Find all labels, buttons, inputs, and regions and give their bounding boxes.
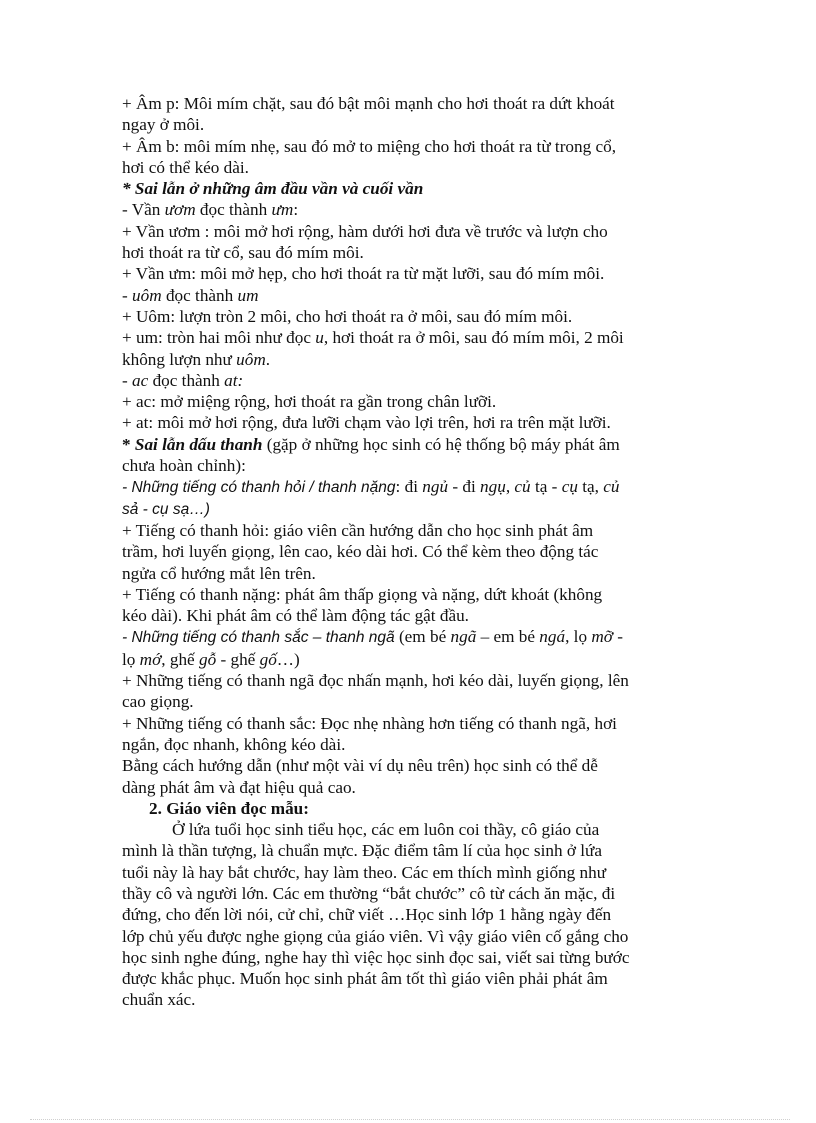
- text-run: đọc thành: [161, 285, 238, 305]
- italic-run: ngá: [539, 627, 566, 647]
- text-line: lớp chủ yếu được nghe giọng của giáo viên. Vì vậy giáo viên cố gắng cho: [122, 926, 629, 946]
- italic-run: u: [315, 328, 324, 348]
- section-heading: 2. Giáo viên đọc mẫu:: [149, 798, 309, 818]
- text-run: :: [293, 200, 299, 220]
- text-run: …): [276, 649, 300, 669]
- italic-run: - Những tiếng có thanh sắc – thanh ngã: [122, 629, 395, 647]
- text-line: được khắc phục. Muốn học sinh phát âm tốt thì giáo viên phải phát âm: [122, 969, 608, 989]
- italic-run: - Những tiếng có thanh hỏi / thanh nặng: [122, 479, 396, 497]
- text-run: không lượn như: [122, 349, 237, 369]
- text-line: + Uôm: lượn tròn 2 môi, cho hơi thoát ra ở môi, sau đó mím môi.: [122, 306, 573, 326]
- text-line: chuẩn xác.: [122, 990, 196, 1010]
- text-run: ,: [505, 477, 515, 497]
- italic-run: ac: [132, 370, 149, 390]
- text-line: đứng, cho đến lời nói, cử chỉ, chữ viết …Học sinh lớp 1 hằng ngày đến: [122, 905, 612, 925]
- text-line: ngay ở môi.: [122, 115, 205, 135]
- italic-run: củ: [514, 477, 531, 497]
- text-run: lọ: [122, 649, 140, 669]
- text-line: kéo dài). Khi phát âm có thể làm động tác gật đầu.: [122, 606, 469, 626]
- text-run: – em bé: [476, 627, 540, 647]
- italic-run: um: [237, 285, 259, 305]
- text-line: [122, 370, 708, 391]
- italic-run: mỡ: [591, 627, 613, 647]
- text-run: : đi: [395, 477, 423, 497]
- text-line: thầy cô và người lớn. Các em thường “bắt chước” cô từ cách ăn mặc, đi: [122, 883, 616, 903]
- text-line: + at: môi mở hơi rộng, đưa lưỡi chạm vào lợi trên, hơi ra trên mặt lưỡi.: [122, 413, 611, 433]
- text-line: ngắn, đọc nhanh, không kéo dài.: [122, 734, 346, 754]
- text-line: mình là thần tượng, là chuẩn mực. Đặc điểm tâm lí của học sinh ở lứa: [122, 841, 602, 861]
- text-run: - Vần: [122, 200, 165, 220]
- text-run: đọc thành: [195, 200, 272, 220]
- italic-run: gố: [259, 649, 277, 669]
- text-run: tạ -: [530, 477, 562, 497]
- text-line: + ac: mở miệng rộng, hơi thoát ra gần trong chân lưỡi.: [122, 392, 497, 412]
- text-line: [122, 649, 708, 670]
- text-line: [122, 285, 708, 306]
- text-line: hơi có thể kéo dài.: [122, 157, 249, 177]
- text-run: , ghế: [161, 649, 199, 669]
- text-line: tuổi này là hay bắt chước, hay làm theo. Các em thích mình giống như: [122, 862, 607, 882]
- text-run: -: [122, 370, 133, 390]
- text-line: [122, 626, 708, 648]
- italic-run: ngủ: [422, 477, 449, 497]
- italic-run: mớ: [139, 649, 162, 669]
- text-run: (gặp ở những học sinh có hệ thống bộ máy phát âm: [262, 434, 620, 454]
- italic-run: cụ: [561, 477, 578, 497]
- text-line: [122, 434, 708, 455]
- text-line: cao giọng.: [122, 692, 194, 712]
- text-line: + Tiếng có thanh nặng: phát âm thấp giọng và nặng, dứt khoát (không: [122, 584, 603, 604]
- bold-italic-run: Sai lẫn dấu thanh: [134, 434, 263, 454]
- text-line: + Vần ươm : môi mở hơi rộng, hàm dưới hơi đưa về trước và lượn cho: [122, 221, 608, 241]
- text-run: đọc thành: [148, 370, 225, 390]
- text-line: + Tiếng có thanh hỏi: giáo viên cần hướng dẫn cho học sinh phát âm: [122, 520, 594, 540]
- text-line: Ở lứa tuổi học sinh tiểu học, các em luôn coi thầy, cô giáo của: [172, 820, 600, 840]
- text-line: [122, 327, 708, 348]
- text-line: hơi thoát ra từ cổ, sau đó mím môi.: [122, 243, 364, 263]
- text-run: tạ,: [577, 477, 604, 497]
- text-run: + um: tròn hai môi như đọc: [122, 328, 316, 348]
- text-line: + Những tiếng có thanh sắc: Đọc nhẹ nhàng hơn tiếng có thanh ngã, hơi: [122, 713, 617, 733]
- text-line: + Vần ưm: môi mở hẹp, cho hơi thoát ra từ mặt lưỡi, sau đó mím môi.: [122, 264, 605, 284]
- italic-run: củ: [603, 477, 620, 497]
- italic-run: at:: [224, 370, 244, 390]
- text-run: -: [612, 627, 623, 647]
- text-line: ngửa cổ hướng mắt lên trên.: [122, 563, 316, 583]
- text-run: .: [265, 349, 271, 369]
- italic-run: ươm: [164, 200, 196, 220]
- text-line: + Những tiếng có thanh ngã đọc nhấn mạnh, hơi kéo dài, luyến giọng, lên: [122, 671, 629, 691]
- page-divider: [30, 1119, 790, 1120]
- text-line: [122, 199, 708, 220]
- text-line: + Âm p: Môi mím chặt, sau đó bật môi mạnh cho hơi thoát ra dứt khoát: [122, 94, 615, 113]
- text-line: chưa hoàn chỉnh):: [122, 456, 246, 476]
- text-line: sả - cụ sạ…): [122, 500, 210, 518]
- text-run: -: [122, 285, 133, 305]
- text-line: học sinh nghe đúng, nghe hay thì việc học sinh đọc sai, viết sai từng bước: [122, 947, 630, 967]
- italic-run: gỗ: [198, 649, 217, 669]
- italic-run: ngụ: [480, 477, 506, 497]
- italic-run: uôm: [236, 349, 266, 369]
- text-run: (em bé: [394, 627, 451, 647]
- text-line: trầm, hơi luyến giọng, lên cao, kéo dài hơi. Có thể kèm theo động tác: [122, 542, 599, 562]
- text-run: , lọ: [565, 627, 592, 647]
- document-page: [122, 93, 708, 1011]
- text-line: + Âm b: môi mím nhẹ, sau đó mở to miệng cho hơi thoát ra từ trong cổ,: [122, 136, 617, 156]
- text-line: dàng phát âm và đạt hiệu quả cao.: [122, 777, 356, 797]
- text-run: , hơi thoát ra ở môi, sau đó mím môi, 2 môi: [323, 328, 624, 348]
- section-heading: * Sai lẫn ở những âm đầu vần và cuối vần: [122, 179, 424, 199]
- italic-run: ngã: [450, 627, 477, 647]
- text-run: - đi: [448, 477, 481, 497]
- bold-run: *: [122, 434, 135, 454]
- text-run: - ghế: [216, 649, 260, 669]
- text-line: [122, 349, 708, 370]
- text-line: Bằng cách hướng dẫn (như một vài ví dụ nêu trên) học sinh có thể dễ: [122, 756, 598, 776]
- italic-run: uôm: [132, 285, 162, 305]
- text-line: [122, 476, 708, 498]
- italic-run: ưm: [271, 200, 294, 220]
